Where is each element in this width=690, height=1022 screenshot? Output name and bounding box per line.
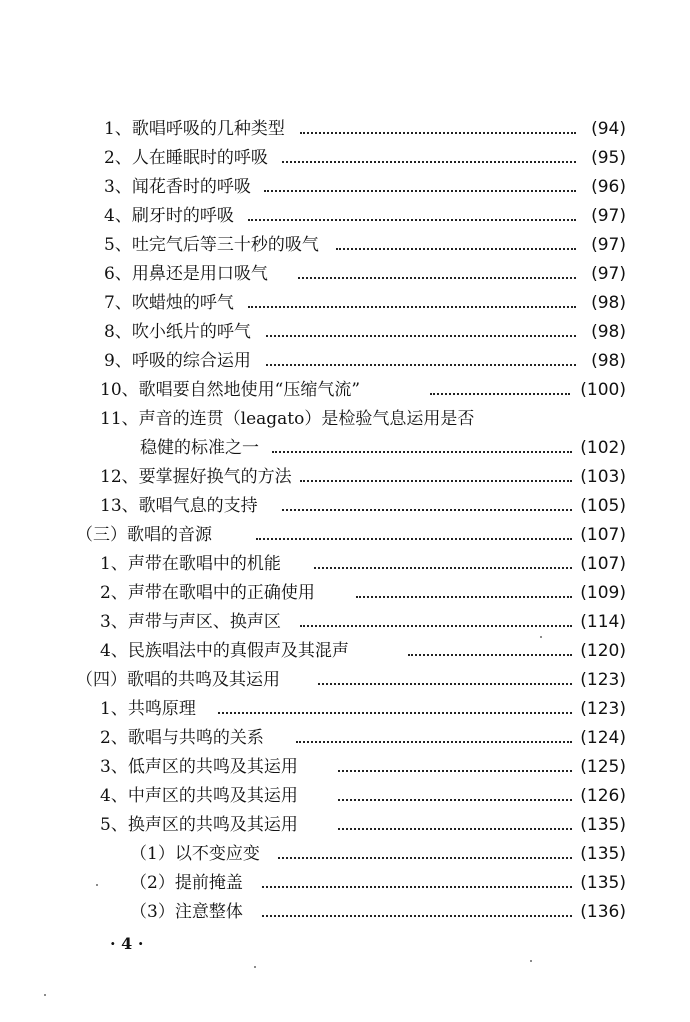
scan-speck xyxy=(44,994,46,996)
toc-entry-page: (123) xyxy=(580,699,626,719)
toc-entry-title: （2）提前掩盖 xyxy=(130,869,245,898)
toc-entry-title: 7、吹蜡烛的呼气 xyxy=(104,289,236,318)
toc-entry xyxy=(0,753,690,782)
dot-leader xyxy=(256,538,572,540)
toc-entry-page: (114) xyxy=(580,612,626,632)
toc-entry-page: (107) xyxy=(580,525,626,545)
toc-entry xyxy=(0,434,690,463)
toc-entry xyxy=(0,289,690,318)
toc-entry xyxy=(0,579,690,608)
toc-entry xyxy=(0,405,690,434)
toc-entry xyxy=(0,376,690,405)
toc-entry-page: (126) xyxy=(580,786,626,806)
toc-entry-title: 4、中声区的共鸣及其运用 xyxy=(100,782,300,811)
toc-entry-page: (94) xyxy=(591,119,626,139)
toc-entry-page: (95) xyxy=(591,148,626,168)
toc-entry-page: (103) xyxy=(580,467,626,487)
toc-entry-page: (136) xyxy=(580,902,626,922)
toc-entry-title: 1、声带在歌唱中的机能 xyxy=(100,550,283,579)
dot-leader xyxy=(278,857,572,859)
dot-leader xyxy=(264,190,576,192)
toc-entry-title: 1、歌唱呼吸的几种类型 xyxy=(104,115,287,144)
toc-entry-title: 1、共鸣原理 xyxy=(100,695,198,724)
scan-speck xyxy=(530,960,532,962)
toc-entry-page: (109) xyxy=(580,583,626,603)
dot-leader xyxy=(300,132,576,134)
toc-entry-title: 4、刷牙时的呼吸 xyxy=(104,202,236,231)
toc-entry-title: 3、声带与声区、换声区 xyxy=(100,608,283,637)
dot-leader xyxy=(262,886,572,888)
toc-entry xyxy=(0,231,690,260)
toc-entry-page: (123) xyxy=(580,670,626,690)
toc-entry-title: 3、闻花香时的呼吸 xyxy=(104,173,253,202)
dot-leader xyxy=(262,915,572,917)
toc-entry-page: (98) xyxy=(591,351,626,371)
toc-entry-title: 5、换声区的共鸣及其运用 xyxy=(100,811,300,840)
toc-entry-title: （3）注意整体 xyxy=(130,898,245,927)
dot-leader xyxy=(430,393,570,395)
toc-entry-page: (125) xyxy=(580,757,626,777)
dot-leader xyxy=(248,219,576,221)
toc-entry xyxy=(0,840,690,869)
toc-entry xyxy=(0,492,690,521)
toc-entry-title: 9、呼吸的综合运用 xyxy=(104,347,253,376)
toc-entry-title: 2、人在睡眠时的呼吸 xyxy=(104,144,270,173)
toc-entry-title: 10、歌唱要自然地使用“压缩气流” xyxy=(100,376,362,405)
toc-entry-page: (96) xyxy=(591,177,626,197)
dot-leader xyxy=(282,509,572,511)
toc-entry xyxy=(0,521,690,550)
toc-entry-page: (135) xyxy=(580,815,626,835)
dot-leader xyxy=(298,277,576,279)
toc-entry xyxy=(0,724,690,753)
toc-entry-title: 11、声音的连贯（leagato）是检验气息运用是否 xyxy=(100,409,475,429)
toc-entry xyxy=(0,695,690,724)
toc-entry-title: 2、声带在歌唱中的正确使用 xyxy=(100,579,317,608)
toc-entry-title: （三）歌唱的音源 xyxy=(76,521,214,550)
dot-leader xyxy=(266,335,576,337)
toc-entry xyxy=(0,782,690,811)
toc-entry-page: (135) xyxy=(580,873,626,893)
toc-entry-page: (97) xyxy=(591,235,626,255)
toc-entry xyxy=(0,115,690,144)
toc-entry-page: (135) xyxy=(580,844,626,864)
dot-leader xyxy=(314,567,572,569)
dot-leader xyxy=(300,480,572,482)
toc-entry xyxy=(0,869,690,898)
toc-entry xyxy=(0,463,690,492)
toc-entry-title: 13、歌唱气息的支持 xyxy=(100,492,260,521)
toc-entry-page: (97) xyxy=(591,206,626,226)
dot-leader xyxy=(296,741,572,743)
scan-speck xyxy=(96,884,98,886)
toc-entry-page: (124) xyxy=(580,728,626,748)
toc-entry-page: (98) xyxy=(591,322,626,342)
dot-leader xyxy=(318,683,572,685)
scan-speck xyxy=(540,636,542,638)
toc-entry-title: 稳健的标准之一 xyxy=(140,434,261,463)
toc-entry xyxy=(0,608,690,637)
dot-leader xyxy=(356,596,572,598)
toc-entry-page: (98) xyxy=(591,293,626,313)
toc-entry-title: 12、要掌握好换气的方法 xyxy=(100,463,294,492)
toc-entry xyxy=(0,144,690,173)
dot-leader xyxy=(338,799,572,801)
toc-entry-title: （四）歌唱的共鸣及其运用 xyxy=(76,666,282,695)
toc-entry xyxy=(0,318,690,347)
page-number: · 4 · xyxy=(110,934,144,953)
toc-entry xyxy=(0,637,690,666)
dot-leader xyxy=(272,451,572,453)
toc-entry xyxy=(0,347,690,376)
toc-entry-page: (120) xyxy=(580,641,626,661)
dot-leader xyxy=(338,828,572,830)
toc-entry-title: 8、吹小纸片的呼气 xyxy=(104,318,253,347)
toc-entry xyxy=(0,550,690,579)
dot-leader xyxy=(408,654,572,656)
toc-entry xyxy=(0,898,690,927)
toc-entry xyxy=(0,811,690,840)
toc-entry-page: (107) xyxy=(580,554,626,574)
toc-entry xyxy=(0,666,690,695)
toc-entry-title: 5、吐完气后等三十秒的吸气 xyxy=(104,231,321,260)
dot-leader xyxy=(282,161,576,163)
toc-entry-title: 4、民族唱法中的真假声及其混声 xyxy=(100,637,351,666)
dot-leader xyxy=(336,248,576,250)
toc-entry-title: 6、用鼻还是用口吸气 xyxy=(104,260,270,289)
dot-leader xyxy=(248,306,576,308)
dot-leader xyxy=(338,770,572,772)
toc-entry-page: (100) xyxy=(580,380,626,400)
dot-leader xyxy=(266,364,576,366)
scan-speck xyxy=(254,966,256,968)
toc-entry xyxy=(0,202,690,231)
toc-entry-page: (97) xyxy=(591,264,626,284)
toc-entry-title: 2、歌唱与共鸣的关系 xyxy=(100,724,266,753)
toc-entry xyxy=(0,260,690,289)
dot-leader xyxy=(218,712,572,714)
dot-leader xyxy=(300,625,572,627)
toc-entry xyxy=(0,173,690,202)
toc-entry-title: （1）以不变应变 xyxy=(130,840,262,869)
toc-entry-page: (105) xyxy=(580,496,626,516)
toc-entry-title: 3、低声区的共鸣及其运用 xyxy=(100,753,300,782)
toc-entry-page: (102) xyxy=(580,438,626,458)
